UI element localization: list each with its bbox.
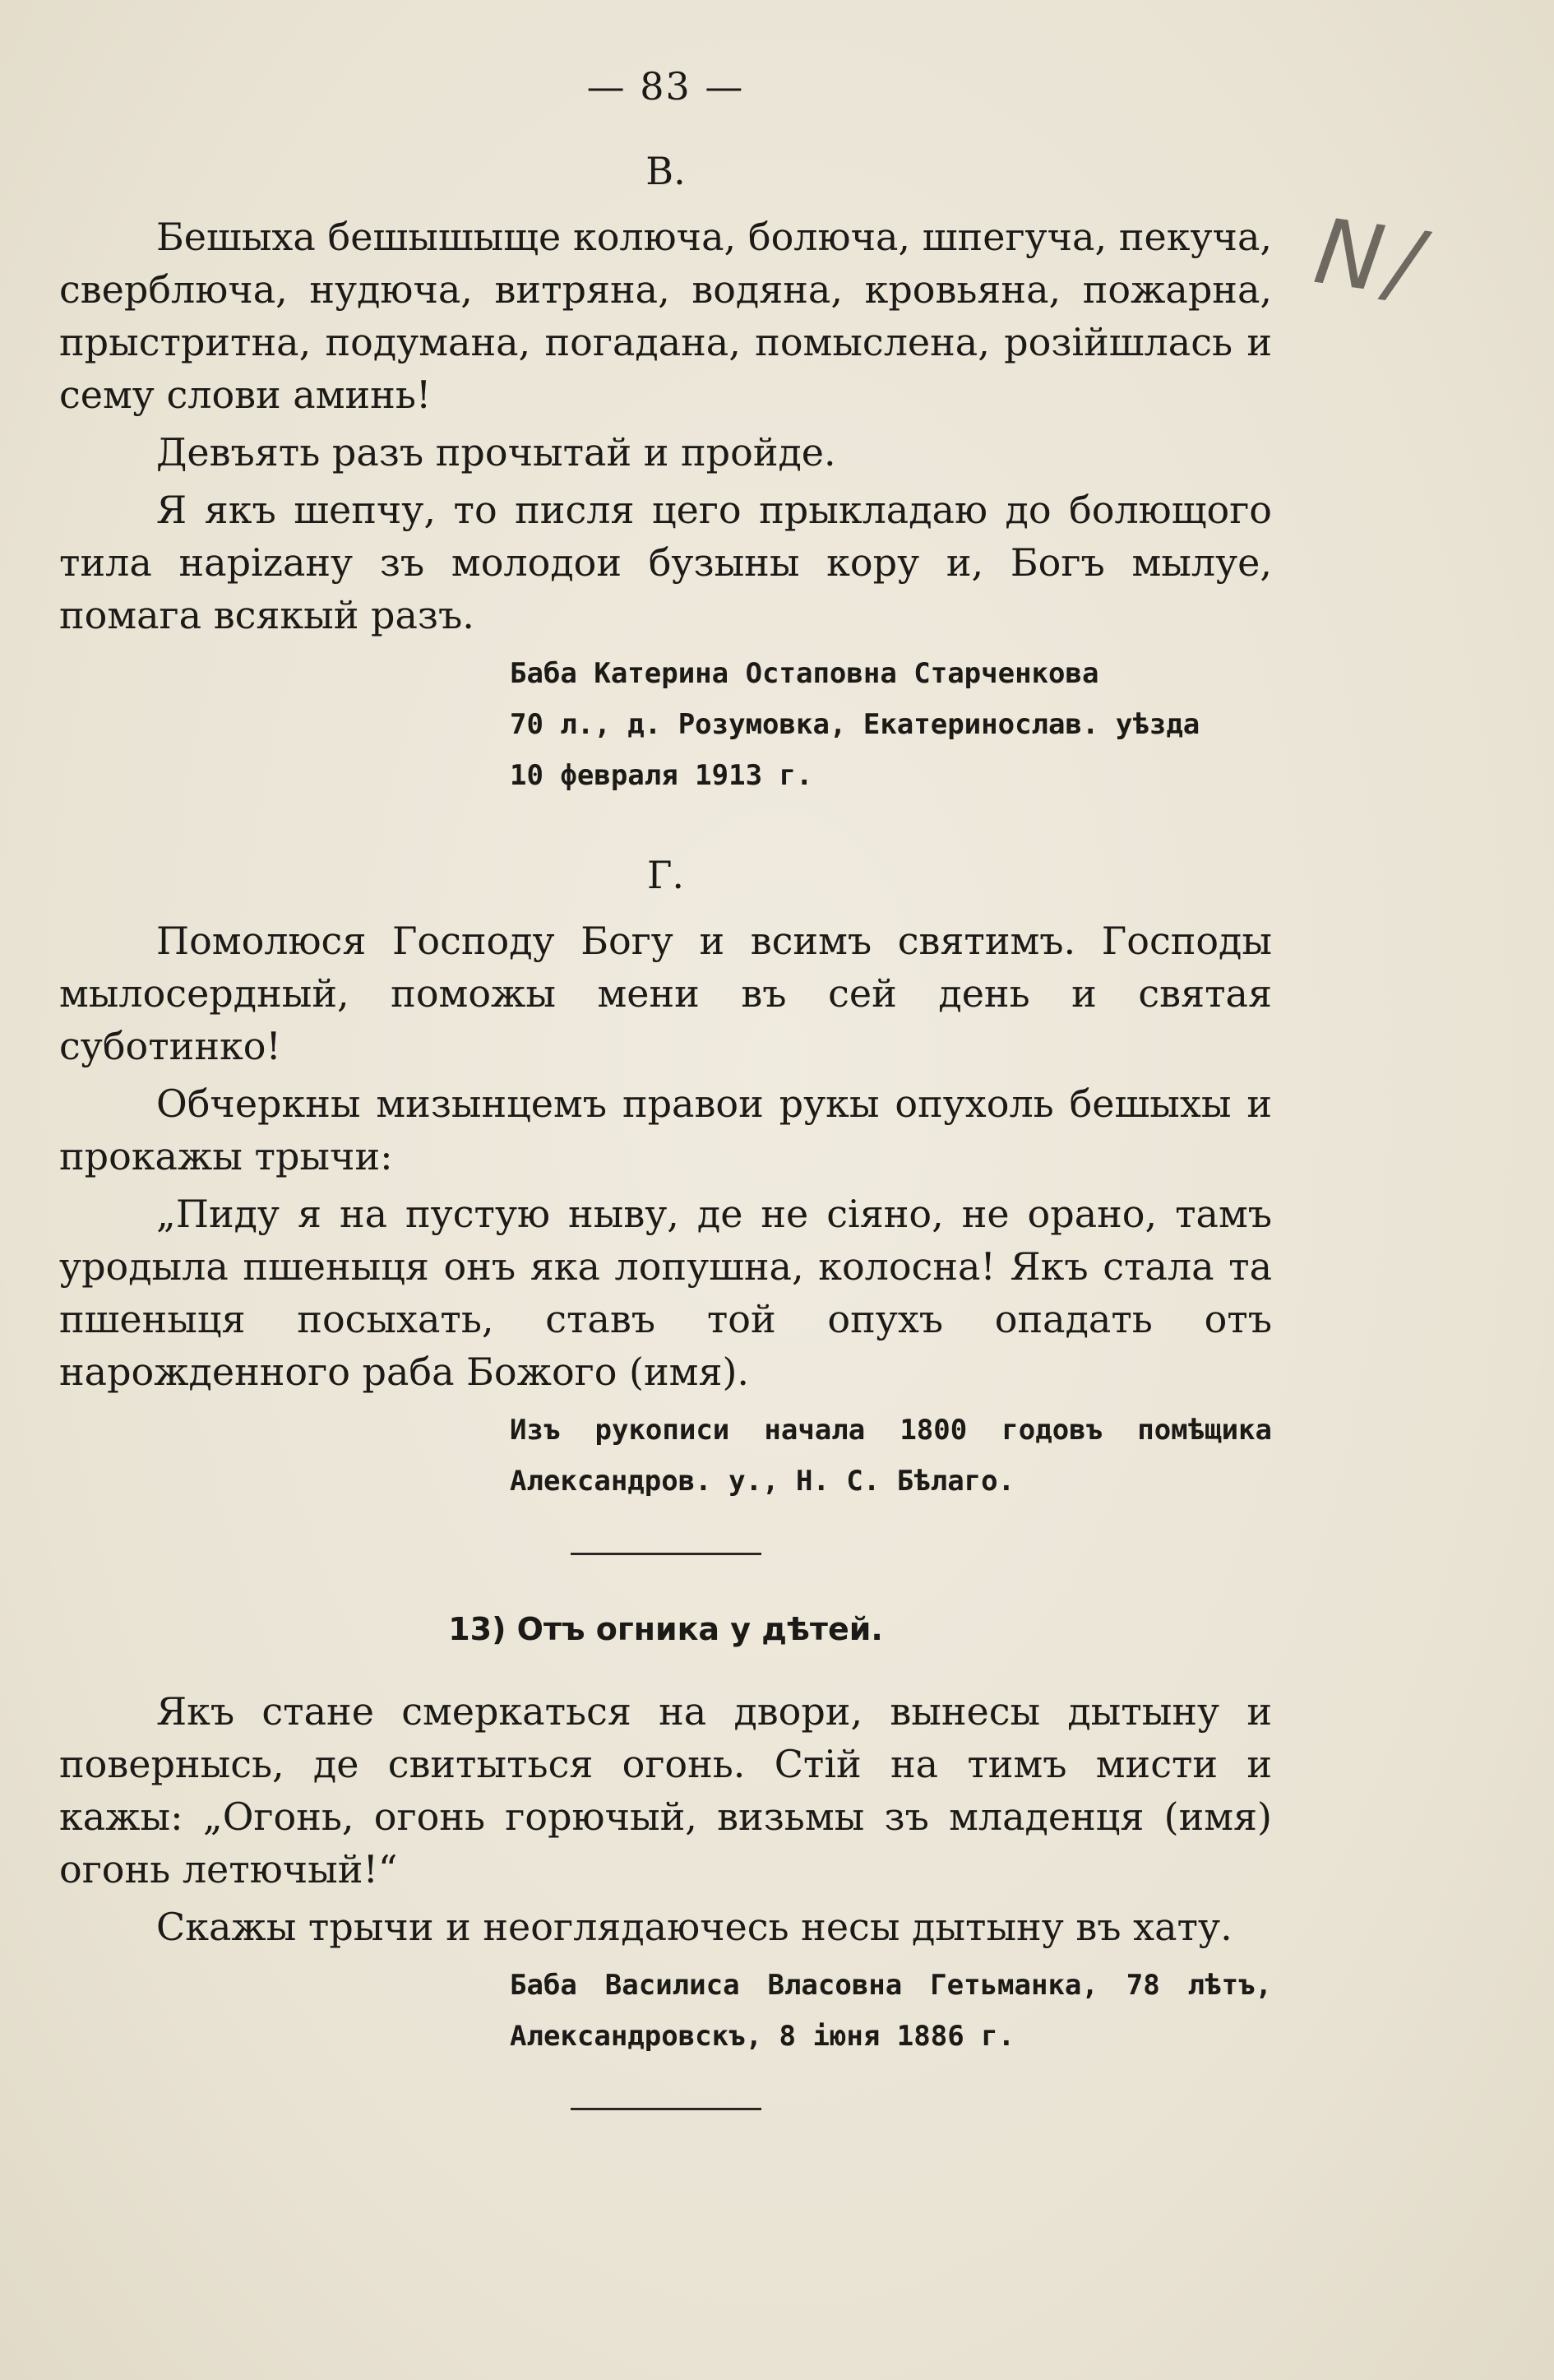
signature-part-g: [59, 1405, 1272, 1507]
page-content: [59, 58, 1272, 2110]
paragraph-charm-v: Бешыха бешышыще колюча, болюча, шпегуча, пекуча, сверблюча, нудюча, витряна, водяна, кровьяна, пожарна, прыстритна, подумана, погадана, помыслена, розiйшлась и сему слови аминь!: [59, 215, 1272, 417]
section-body: [59, 1685, 1272, 1953]
page-number: — 83 —: [586, 64, 745, 109]
paragraph-prayer-g: Помолюся Господу Богу и всимъ святимъ. Господы мылосердный, поможы мени въ сей день и святая суботинко!: [59, 919, 1272, 1068]
signature-line: Изъ рукописи начала 1800 годовъ помѣщика Александров. у., Н. С. Бѣлаго.: [510, 1414, 1272, 1498]
signature-line: 70 л., д. Розумовка, Екатеринослав. уѣзда: [510, 708, 1200, 741]
paragraph-instruction-13: Скажы трычи и неоглядаючесь несы дытыну въ хату.: [156, 1905, 1233, 1949]
section-divider: [571, 1553, 761, 1555]
paragraph-instruction-g: Обчеркны мизынцемъ правои рукы опухоль бешыхы и прокажы трычи:: [59, 1081, 1272, 1178]
signature-section-13: [59, 1960, 1272, 2062]
heading-part-v: В.: [645, 149, 686, 193]
paragraph-charm-13: Якъ стане смеркаться на двори, вынесы дытыну и повернысь, де свитыться огонь. Стiй на тимъ мисти и кажы: „Огонь, огонь горючый, визьмы зъ младенця (имя) огонь летючый!“: [59, 1689, 1272, 1891]
paragraph-instruction-v: Девъять разъ прочытай и пройде.: [156, 430, 836, 475]
paragraph-charm-g: „Пиду я на пустую ныву, де не сiяно, не орано, тамъ уродыла пшеныця онъ яка лопушна, колосна! Якъ стала та пшеныця посыхать, ставъ той опухъ опадать отъ нарожденного раба Божого (имя).: [59, 1192, 1272, 1394]
margin-handwritten-note: N/: [1308, 198, 1434, 318]
section-title: 13) Отъ огника у дѣтей.: [448, 1611, 883, 1647]
signature-line: Баба Василиса Власовна Гетьманка, 78 лѣтъ, Александровскъ, 8 iюня 1886 г.: [510, 1969, 1272, 2053]
section-divider-bottom: [571, 2108, 761, 2110]
signature-part-v: [59, 648, 1272, 801]
signature-line: 10 февраля 1913 г.: [510, 759, 813, 792]
heading-part-g: Г.: [646, 853, 685, 897]
signature-line: Баба Катерина Остаповна Старченкова: [510, 657, 1099, 690]
paragraph-remedy-v: Я якъ шепчу, то писля цего прыкладаю до болющого тила нарizану зъ молодои бузыны кору и, Богъ мылуе, помага всякый разъ.: [59, 488, 1272, 637]
